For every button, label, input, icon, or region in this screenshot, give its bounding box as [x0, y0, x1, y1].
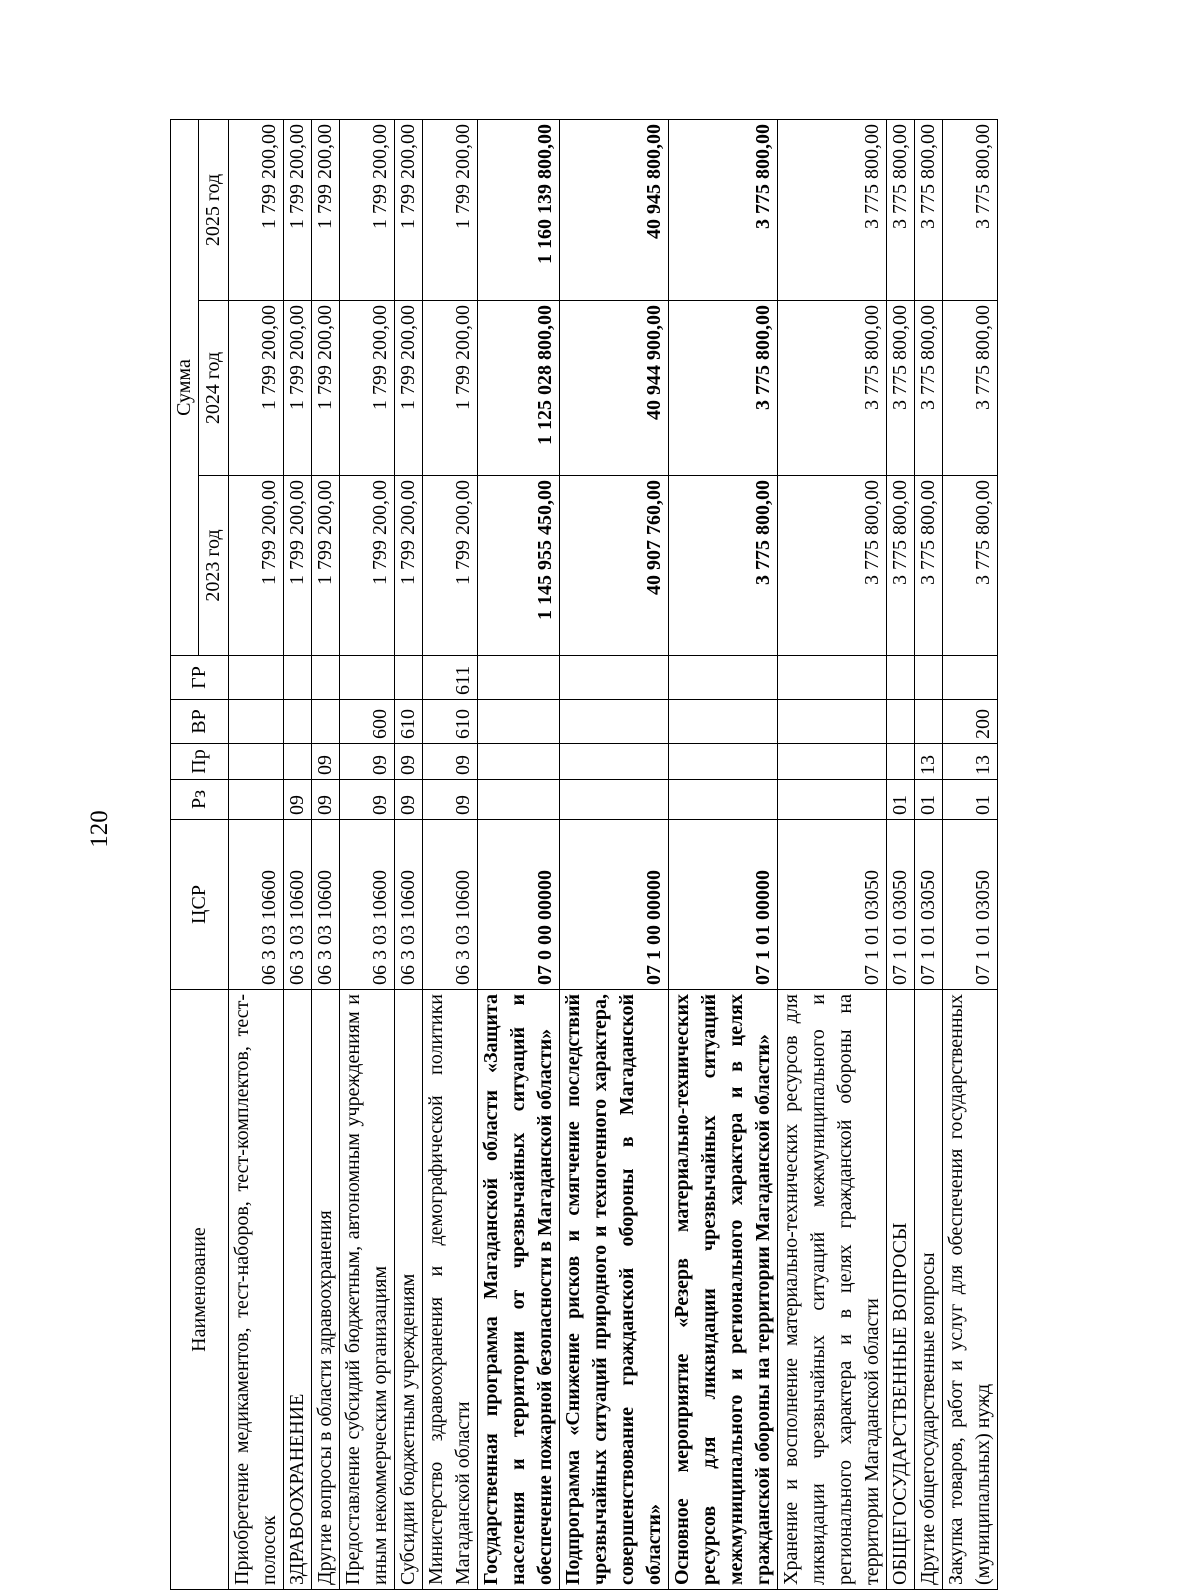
cell-2024: 3 775 800,00: [669, 301, 778, 476]
cell-2023: 3 775 800,00: [915, 476, 943, 656]
cell-csr: 06 3 03 10600: [229, 820, 284, 990]
header-sum: Сумма: [171, 119, 199, 655]
cell-2024: 1 799 200,00: [423, 301, 478, 476]
cell-rz: [478, 780, 560, 820]
cell-vr: [284, 700, 312, 744]
table-body: [229, 119, 998, 1589]
cell-csr: 06 3 03 10600: [312, 820, 340, 990]
cell-name: Основное мероприятие «Резерв материально-технических ресурсов для ликвидации чрезвычайных ситуаций межмуниципального и регионального характера и в целях гражданской обороны на территории Магаданской области»: [669, 990, 778, 1590]
cell-2024: 3 775 800,00: [887, 301, 915, 476]
table-row: [560, 119, 669, 1589]
cell-2024: 40 944 900,00: [560, 301, 669, 476]
cell-vr: [560, 700, 669, 744]
cell-2025: 1 799 200,00: [423, 119, 478, 300]
cell-rz: 09: [312, 780, 340, 820]
cell-csr: 07 1 01 00000: [669, 820, 778, 990]
cell-rz: 01: [915, 780, 943, 820]
header-csr: ЦСР: [171, 820, 229, 990]
header-pr: Пр: [171, 744, 229, 780]
cell-gr: [915, 656, 943, 700]
cell-name: Другие вопросы в области здравоохранения: [312, 990, 340, 1590]
cell-csr: 07 1 01 03050: [915, 820, 943, 990]
cell-pr: [229, 744, 284, 780]
cell-rz: 09: [340, 780, 395, 820]
cell-rz: 01: [887, 780, 915, 820]
cell-csr: 07 1 01 03050: [887, 820, 915, 990]
header-name: Наименование: [171, 990, 229, 1590]
table-row: [669, 119, 778, 1589]
cell-2023: 40 907 760,00: [560, 476, 669, 656]
header-rz: Рз: [171, 780, 229, 820]
page-number: 120: [86, 810, 113, 848]
table-row: [478, 119, 560, 1589]
cell-vr: [778, 700, 887, 744]
cell-gr: [560, 656, 669, 700]
cell-csr: 06 3 03 10600: [340, 820, 395, 990]
cell-2025: 1 799 200,00: [312, 119, 340, 300]
cell-gr: [340, 656, 395, 700]
cell-csr: 07 1 00 00000: [560, 820, 669, 990]
cell-csr: 06 3 03 10600: [284, 820, 312, 990]
cell-pr: 09: [395, 744, 423, 780]
cell-csr: 07 1 01 03050: [778, 820, 887, 990]
cell-2023: 3 775 800,00: [669, 476, 778, 656]
cell-2024: 3 775 800,00: [943, 301, 998, 476]
cell-2024: 3 775 800,00: [778, 301, 887, 476]
cell-name: Закупка товаров, работ и услуг для обеспечения государственных (муниципальных) нужд: [943, 990, 998, 1590]
cell-name: Государственная программа Магаданской области «Защита населения и территории от чрезвычайных ситуаций и обеспечение пожарной безопасности в Магаданской области»: [478, 990, 560, 1590]
header-vr: ВР: [171, 700, 229, 744]
cell-2025: 1 799 200,00: [395, 119, 423, 300]
cell-gr: [778, 656, 887, 700]
cell-name: Хранение и восполнение материально-технических ресурсов для ликвидации чрезвычайных ситуаций межмуниципального и регионального характера и в целях гражданской обороны на территории Магаданской области: [778, 990, 887, 1590]
cell-vr: [229, 700, 284, 744]
cell-name: Подпрограмма «Снижение рисков и смягчение последствий чрезвычайных ситуаций природного и техногенного характера, совершенствование гражданской обороны в Магаданской области»: [560, 990, 669, 1590]
cell-pr: [778, 744, 887, 780]
cell-2025: 1 799 200,00: [229, 119, 284, 300]
table-row: [915, 119, 943, 1589]
cell-gr: [669, 656, 778, 700]
header-gr: ГР: [171, 656, 229, 700]
cell-2024: 1 799 200,00: [395, 301, 423, 476]
cell-2025: 1 799 200,00: [284, 119, 312, 300]
cell-rz: [229, 780, 284, 820]
cell-gr: [284, 656, 312, 700]
cell-vr: [669, 700, 778, 744]
cell-pr: 09: [423, 744, 478, 780]
cell-pr: 09: [340, 744, 395, 780]
cell-2024: 1 799 200,00: [340, 301, 395, 476]
cell-gr: [312, 656, 340, 700]
cell-2025: 1 799 200,00: [340, 119, 395, 300]
cell-gr: [229, 656, 284, 700]
cell-pr: 09: [312, 744, 340, 780]
cell-2024: 1 125 028 800,00: [478, 301, 560, 476]
table-row: [943, 119, 998, 1589]
cell-rz: [778, 780, 887, 820]
cell-vr: [915, 700, 943, 744]
cell-vr: 610: [423, 700, 478, 744]
cell-2023: 1 799 200,00: [312, 476, 340, 656]
header-2024: 2024 год: [199, 301, 229, 476]
cell-2024: 1 799 200,00: [229, 301, 284, 476]
rotated-page-content: [170, 120, 1030, 1590]
cell-csr: 06 3 03 10600: [395, 820, 423, 990]
table-row: [887, 119, 915, 1589]
table-row: [423, 119, 478, 1589]
cell-2023: 1 799 200,00: [284, 476, 312, 656]
budget-table: [170, 119, 998, 1590]
cell-2025: 3 775 800,00: [669, 119, 778, 300]
table-row: [284, 119, 312, 1589]
cell-pr: [284, 744, 312, 780]
cell-2024: 1 799 200,00: [312, 301, 340, 476]
cell-gr: [395, 656, 423, 700]
cell-name: ОБЩЕГОСУДАРСТВЕННЫЕ ВОПРОСЫ: [887, 990, 915, 1590]
table-row: [312, 119, 340, 1589]
cell-csr: 07 1 01 03050: [943, 820, 998, 990]
cell-vr: 200: [943, 700, 998, 744]
cell-name: Министерство здравоохранения и демографической политики Магаданской области: [423, 990, 478, 1590]
cell-2023: 3 775 800,00: [943, 476, 998, 656]
cell-gr: 611: [423, 656, 478, 700]
cell-2023: 1 799 200,00: [395, 476, 423, 656]
table-row: [395, 119, 423, 1589]
cell-rz: 01: [943, 780, 998, 820]
cell-2023: 1 145 955 450,00: [478, 476, 560, 656]
cell-name: Другие общегосударственные вопросы: [915, 990, 943, 1590]
cell-vr: [887, 700, 915, 744]
header-2023: 2023 год: [199, 476, 229, 656]
cell-2023: 3 775 800,00: [778, 476, 887, 656]
cell-pr: [478, 744, 560, 780]
cell-2023: 1 799 200,00: [423, 476, 478, 656]
table-row: [229, 119, 284, 1589]
cell-gr: [478, 656, 560, 700]
cell-name: Приобретение медикаментов, тест-наборов, тест-комплектов, тест-полосок: [229, 990, 284, 1590]
cell-2025: 3 775 800,00: [943, 119, 998, 300]
cell-pr: 13: [915, 744, 943, 780]
cell-gr: [887, 656, 915, 700]
cell-2025: 3 775 800,00: [915, 119, 943, 300]
cell-csr: 06 3 03 10600: [423, 820, 478, 990]
cell-name: Предоставление субсидий бюджетным, автономным учреждениям и иным некоммерческим организациям: [340, 990, 395, 1590]
cell-vr: 610: [395, 700, 423, 744]
cell-2025: 3 775 800,00: [887, 119, 915, 300]
header-2025: 2025 год: [199, 119, 229, 300]
cell-rz: 09: [423, 780, 478, 820]
table-row: [778, 119, 887, 1589]
cell-vr: [312, 700, 340, 744]
cell-vr: [478, 700, 560, 744]
cell-rz: 09: [284, 780, 312, 820]
cell-2025: 3 775 800,00: [778, 119, 887, 300]
cell-rz: [669, 780, 778, 820]
cell-2023: 1 799 200,00: [229, 476, 284, 656]
table-row: [340, 119, 395, 1589]
cell-2024: 3 775 800,00: [915, 301, 943, 476]
cell-pr: [560, 744, 669, 780]
cell-csr: 07 0 00 00000: [478, 820, 560, 990]
cell-2024: 1 799 200,00: [284, 301, 312, 476]
cell-pr: 13: [943, 744, 998, 780]
cell-pr: [669, 744, 778, 780]
cell-2023: 1 799 200,00: [340, 476, 395, 656]
cell-pr: [887, 744, 915, 780]
cell-name: ЗДРАВООХРАНЕНИЕ: [284, 990, 312, 1590]
cell-gr: [943, 656, 998, 700]
cell-rz: 09: [395, 780, 423, 820]
cell-vr: 600: [340, 700, 395, 744]
cell-name: Субсидии бюджетным учреждениям: [395, 990, 423, 1590]
cell-2023: 3 775 800,00: [887, 476, 915, 656]
cell-2025: 40 945 800,00: [560, 119, 669, 300]
cell-rz: [560, 780, 669, 820]
cell-2025: 1 160 139 800,00: [478, 119, 560, 300]
